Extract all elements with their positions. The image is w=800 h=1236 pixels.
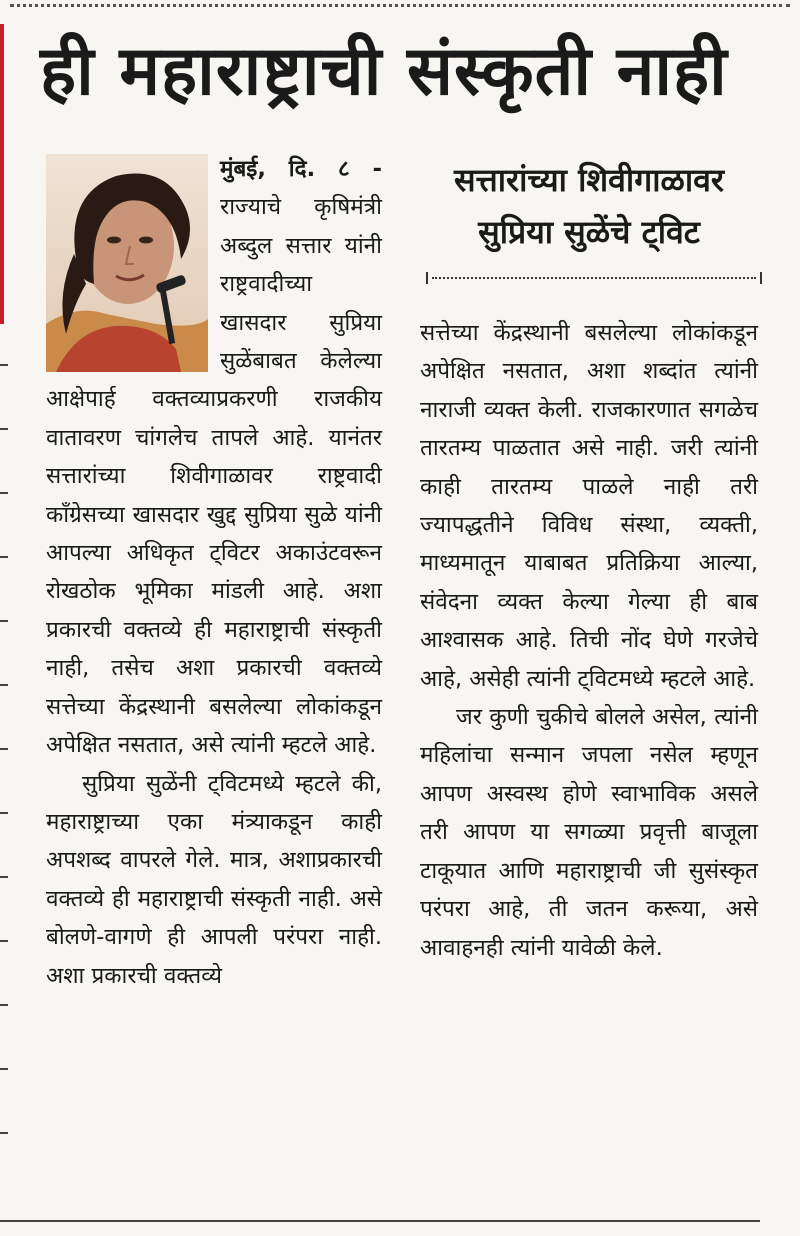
left-edge-marks <box>0 330 8 1180</box>
left-paragraph-1-text: राज्याचे कृषिमंत्री अब्दुल सत्तार यांनी राष्ट्रवादीच्या खासदार सुप्रिया सुळेंबाबत केलेल्या आक्षेपार्ह वक्तव्याप्रकरणी राजकीय वातावरण चांगलेच तापले आहे. यानंतर सत्तारांच्या शिवीगाळावर राष्ट्रवादी कॉंग्रेसच्या खासदार खुद्द सुप्रिया सुळे यांनी आपल्या अधिकृत ट्विटर अकाउंटवरून रोखठोक भूमिका मांडली आहे. अशा प्रकारची वक्तव्ये ही महाराष्ट्राची संस्कृती नाही, तसेच अशा प्रकारची वक्तव्ये सत्तेच्या केंद्रस्थानी बसलेल्या लोकांकडून अपेक्षित नसतात, असे त्यांनी म्हटले आहे. <box>46 194 382 759</box>
left-column <box>46 150 382 995</box>
portrait-photo-icon <box>46 154 208 372</box>
right-paragraph-2: जर कुणी चुकीचे बोलले असेल, त्यांनी महिलांचा सन्मान जपला नसेल म्हणून आपण अस्वस्थ होणे स्वाभाविक असले तरी आपण या सगळ्या प्रवृत्ती बाजूला टाकूयात आणि महाराष्ट्राची जी सुसंस्कृत परंपरा आहे, ती जतन करूया, असे आवाहनही त्यांनी यावेळी केले. <box>420 704 758 961</box>
right-column <box>420 150 758 967</box>
left-red-edge <box>0 24 4 324</box>
left-paragraph-1 <box>46 150 382 765</box>
dateline: मुंबई, दि. ८ - <box>220 156 382 182</box>
left-paragraph-2: सुप्रिया सुळेंनी ट्विटमध्ये म्हटले की, महाराष्ट्राच्या एका मंत्र्याकडून काही अपशब्द वापरले गेले. मात्र, अशाप्रकारची वक्तव्ये ही महाराष्ट्राची संस्कृती नाही. असे बोलणे-वागणे ही आपली परंपरा नाही. अशा प्रकारची वक्तव्ये <box>46 770 382 989</box>
bottom-rule <box>0 1220 760 1222</box>
headline: ही महाराष्ट्राची संस्कृती नाही <box>40 32 728 111</box>
subheadline-dotted-rule <box>426 272 758 284</box>
right-column-body <box>420 314 758 967</box>
top-dotted-border <box>10 4 790 7</box>
subheadline: सत्तारांच्या शिवीगाळावर सुप्रिया सुळेंचे ट्विट <box>454 161 724 251</box>
right-paragraph-1: सत्तेच्या केंद्रस्थानी बसलेल्या लोकांकडून अपेक्षित नसतात, अशा शब्दांत त्यांनी नाराजी व्यक्त केली. राजकारणात सगळेच तारतम्य पाळतात असे नाही. जरी त्यांनी काही तारतम्य पाळले नाही तरी ज्यापद्धतीने विविध संस्था, व्यक्ती, माध्यमातून याबाबत प्रतिक्रिया आल्या, संवेदना व्यक्त केल्या गेल्या ही बाब आश्वासक आहे. तिची नोंद घेणे गरजेचे आहे, असेही त्यांनी ट्विटमध्ये म्हटले आहे. <box>420 320 758 692</box>
portrait-photo <box>46 154 208 372</box>
